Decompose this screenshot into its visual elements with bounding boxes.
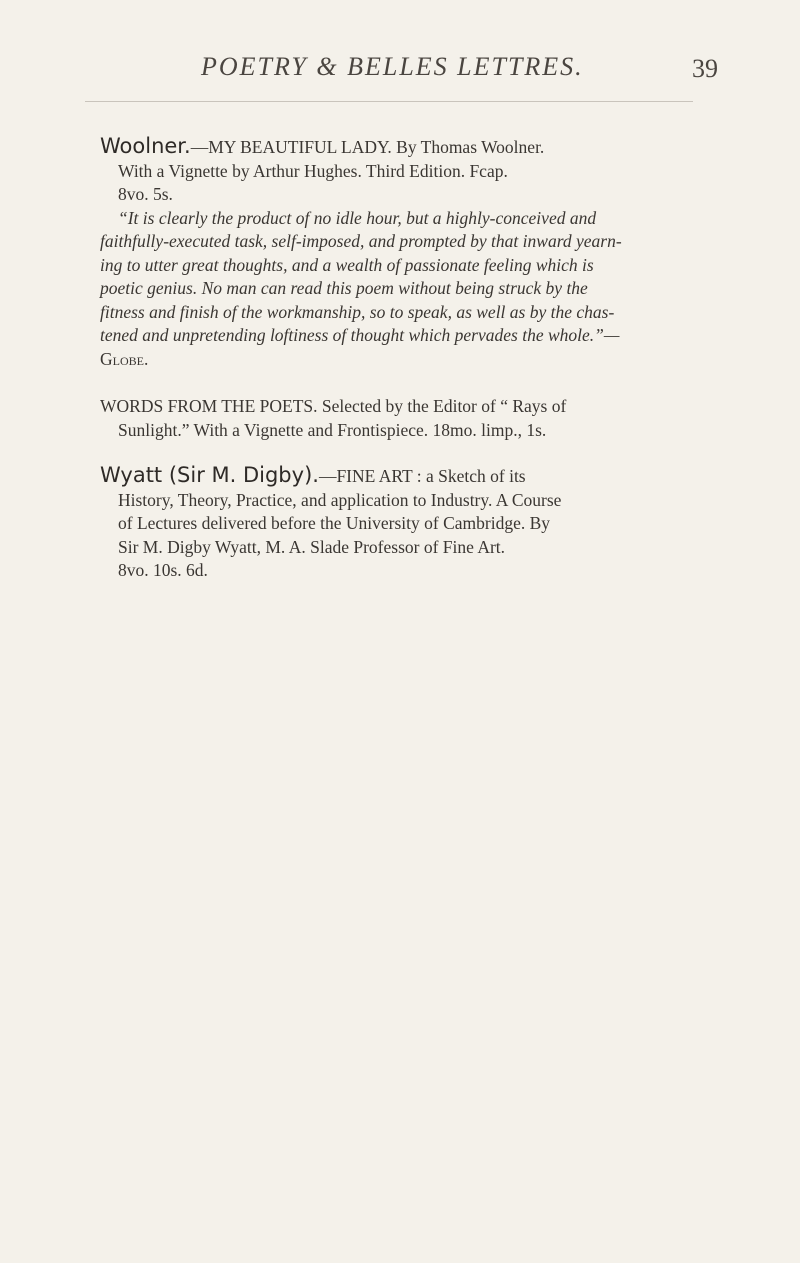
entry-line: History, Theory, Practice, and application to Industry. A Course xyxy=(118,489,562,510)
entry-woolner xyxy=(100,135,720,371)
running-head xyxy=(0,52,800,92)
catalogue-entries xyxy=(100,135,720,583)
entry-line: 8vo. 10s. 6d. xyxy=(118,560,208,580)
header-rule xyxy=(85,101,693,102)
review-source: Globe. xyxy=(100,348,149,369)
entry-author: Wyatt (Sir M. Digby). xyxy=(100,463,319,487)
running-title: POETRY & BELLES LETTRES. xyxy=(201,52,584,81)
entry-line: Sir M. Digby Wyatt, M. A. Slade Professor of Fine Art. xyxy=(118,536,506,557)
entry-title-line: —FINE ART : a Sketch of its xyxy=(318,466,526,486)
entry-author: Woolner. xyxy=(100,134,191,158)
review-line: fitness and finish of the workmanship, so to speak, as well as by the chas- xyxy=(100,301,615,322)
entry-title-line: WORDS FROM THE POETS. Selected by the Editor of “ Rays of xyxy=(100,396,567,416)
page-number: 39 xyxy=(692,54,718,83)
entry-wyatt xyxy=(100,464,720,583)
review-line: faithfully-executed task, self-imposed, and prompted by that inward yearn- xyxy=(100,231,622,251)
entry-line: With a Vignette by Arthur Hughes. Third Edition. Fcap. xyxy=(118,160,508,181)
entry-title-line: —MY BEAUTIFUL LADY. By Thomas Woolner. xyxy=(190,137,545,157)
review-line: ing to utter great thoughts, and a wealth of passionate feeling which is xyxy=(100,254,594,275)
review-line: poetic genius. No man can read this poem without being struck by the xyxy=(100,278,588,298)
review-line: tened and unpretending loftiness of thought which pervades the whole.”— xyxy=(100,325,620,345)
entry-line: of Lectures delivered before the University of Cambridge. By xyxy=(118,513,551,533)
review-line: “It is clearly the product of no idle hour, but a highly-conceived and xyxy=(118,207,597,228)
entry-line: Sunlight.” With a Vignette and Frontispiece. 18mo. limp., 1s. xyxy=(118,419,547,440)
entry-line: 8vo. 5s. xyxy=(118,184,173,204)
entry-words-from-the-poets xyxy=(100,395,720,442)
